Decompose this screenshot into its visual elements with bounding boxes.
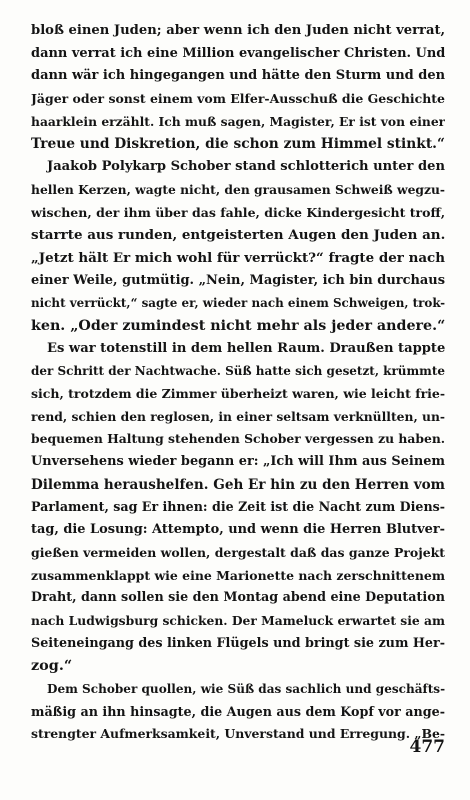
- text-line: hellen Kerzen, wagte nicht, den grausamen Schweiß wegzu-: [31, 181, 445, 197]
- text-line: strengter Aufmerksamkeit, Unverstand und Erregung. „Be-: [31, 726, 445, 742]
- text-line: dann wär ich hingegangen und hätte den Sturm und den: [31, 68, 445, 84]
- text-line: Dem Schober quollen, wie Süß das sachlich und geschäfts-: [47, 681, 445, 696]
- text-line: sich, trotzdem die Zimmer überheizt waren, wie leicht frie-: [31, 386, 445, 401]
- text-line: Parlament, sag Er ihnen: die Zeit ist die Nacht zum Diens-: [31, 499, 445, 515]
- text-line: Jäger oder sonst einem vom Elfer-Ausschuß die Geschichte: [31, 91, 445, 107]
- text-line: bloß einen Juden; aber wenn ich den Juden nicht verrat,: [31, 23, 445, 38]
- text-line: Seiteneingang des linken Flügels und bringt sie zum Her-: [31, 635, 445, 651]
- text-line: nicht verrückt,“ sagte er, wieder nach einem Schweigen, trok-: [31, 296, 445, 311]
- text-line: haarklein erzählt. Ich muß sagen, Magister, Er ist von einer: [31, 113, 445, 129]
- text-line: einer Weile, gutmütig. „Nein, Magister, ich bin durchaus: [31, 272, 445, 288]
- page-number: 477: [409, 737, 445, 757]
- text-line: wischen, der ihm über das fahle, dicke Kindergesicht troff,: [31, 204, 445, 220]
- text-line: zog.“: [31, 657, 73, 675]
- text-line: der Schritt der Nachtwache. Süß hatte sich gesetzt, krümmte: [31, 364, 445, 379]
- text-line: rend, schien den reglosen, in einer seltsam verknüllten, un-: [31, 408, 445, 424]
- text-line: Draht, dann sollen sie den Montag abend eine Deputation: [31, 590, 445, 606]
- text-line: ken. „Oder zumindest nicht mehr als jeder andere.“: [31, 317, 445, 334]
- text-line: Jaakob Polykarp Schober stand schlotterich unter den: [47, 159, 445, 175]
- text-line: tag, die Losung: Attempto, und wenn die Herren Blutver-: [31, 522, 445, 538]
- text-line: zusammenklappt wie eine Marionette nach zerschnittenem: [31, 567, 445, 583]
- text-line: Unversehens wieder begann er: „Ich will Ihm aus Seinem: [31, 454, 445, 470]
- text-line: dann verrat ich eine Million evangelischer Christen. Und: [31, 45, 445, 61]
- text-line: gießen vermeiden wollen, dergestalt daß das ganze Projekt: [31, 544, 445, 560]
- body-text: [31, 20, 445, 746]
- text-line: „Jetzt hält Er mich wohl für verrückt?“ fragte der nach: [31, 249, 445, 266]
- text-line: bequemen Haltung stehenden Schober vergessen zu haben.: [31, 431, 445, 447]
- text-line: nach Ludwigsburg schicken. Der Mameluck erwartet sie am: [31, 612, 445, 628]
- text-line: Treue und Diskretion, die schon zum Himmel stinkt.“: [31, 136, 445, 153]
- text-line: Dilemma heraushelfen. Geh Er hin zu den Herren vom: [31, 476, 445, 493]
- text-line: starrte aus runden, entgeisterten Augen den Juden an.: [31, 227, 445, 244]
- text-line: mäßig an ihn hinsagte, die Augen aus dem Kopf vor ange-: [31, 703, 445, 719]
- text-line: Es war totenstill in dem hellen Raum. Draußen tappte: [47, 340, 445, 356]
